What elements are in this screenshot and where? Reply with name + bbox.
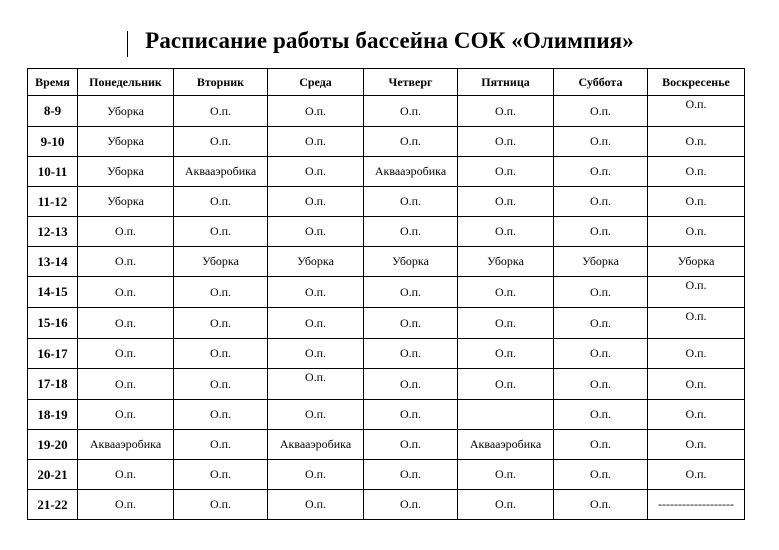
table-cell: О.п. (364, 96, 458, 127)
table-cell: О.п. (648, 157, 745, 187)
table-cell: О.п. (364, 308, 458, 339)
table-cell: О.п. (458, 127, 554, 157)
table-cell: О.п. (268, 217, 364, 247)
table-cell: Уборка (78, 187, 174, 217)
table-cell: О.п. (268, 460, 364, 490)
table-cell: О.п. (648, 187, 745, 217)
table-cell: О.п. (648, 217, 745, 247)
table-cell: О.п. (174, 277, 268, 308)
text-cursor (127, 31, 128, 57)
time-cell: 21-22 (28, 490, 78, 520)
time-cell: 9-10 (28, 127, 78, 157)
time-cell: 14-15 (28, 277, 78, 308)
table-cell (458, 400, 554, 430)
table-cell: О.п. (648, 127, 745, 157)
header-cell-tuesday: Вторник (174, 69, 268, 96)
table-cell: О.п. (554, 430, 648, 460)
table-cell: О.п. (174, 339, 268, 369)
table-cell: О.п. (78, 490, 174, 520)
table-cell: О.п. (554, 369, 648, 400)
table-cell: Уборка (364, 247, 458, 277)
table-cell: О.п. (268, 157, 364, 187)
table-cell: О.п. (458, 277, 554, 308)
time-cell: 17-18 (28, 369, 78, 400)
table-cell: О.п. (554, 277, 648, 308)
table-cell: О.п. (268, 308, 364, 339)
table-cell: О.п. (364, 187, 458, 217)
header-cell-wednesday: Среда (268, 69, 364, 96)
table-cell: Уборка (174, 247, 268, 277)
table-cell: О.п. (78, 400, 174, 430)
table-cell: О.п. (78, 369, 174, 400)
table-cell: О.п. (648, 339, 745, 369)
table-cell: О.п. (364, 217, 458, 247)
table-cell: Уборка (268, 247, 364, 277)
table-cell: О.п. (78, 247, 174, 277)
table-cell: О.п. (174, 400, 268, 430)
table-cell: О.п. (554, 96, 648, 127)
table-cell: О.п. (174, 369, 268, 400)
table-row (28, 157, 745, 187)
header-row (28, 69, 745, 96)
table-row (28, 490, 745, 520)
table-cell: О.п. (458, 217, 554, 247)
table-cell: О.п. (268, 339, 364, 369)
time-cell: 16-17 (28, 339, 78, 369)
table-cell: О.п. (648, 369, 745, 400)
table-cell: О.п. (554, 490, 648, 520)
table-cell: О.п. (458, 96, 554, 127)
table-row (28, 247, 745, 277)
table-row (28, 277, 745, 308)
table-cell: О.п. (458, 460, 554, 490)
table-cell: Уборка (648, 247, 745, 277)
table-cell: О.п. (268, 490, 364, 520)
time-cell: 12-13 (28, 217, 78, 247)
header-cell-sunday: Воскресенье (648, 69, 745, 96)
table-cell: О.п. (364, 460, 458, 490)
table-cell: Аквааэробика (268, 430, 364, 460)
table-cell: О.п. (554, 157, 648, 187)
table-cell: О.п. (554, 217, 648, 247)
header-cell-time: Время (28, 69, 78, 96)
table-cell: О.п. (648, 460, 745, 490)
header-cell-thursday: Четверг (364, 69, 458, 96)
time-cell: 15-16 (28, 308, 78, 339)
table-row (28, 400, 745, 430)
time-cell: 19-20 (28, 430, 78, 460)
table-row (28, 430, 745, 460)
table-cell: Аквааэробика (458, 430, 554, 460)
table-cell: О.п. (364, 127, 458, 157)
table-row (28, 369, 745, 400)
table-cell: О.п. (364, 430, 458, 460)
time-cell: 20-21 (28, 460, 78, 490)
table-cell: О.п. (174, 96, 268, 127)
table-cell: О.п. (268, 277, 364, 308)
table-cell: О.п. (554, 127, 648, 157)
table-cell: Аквааэробика (174, 157, 268, 187)
table-cell: О.п. (648, 430, 745, 460)
table-cell: О.п. (268, 187, 364, 217)
table-cell: О.п. (78, 460, 174, 490)
table-row (28, 187, 745, 217)
table-cell: О.п. (174, 187, 268, 217)
table-cell: Аквааэробика (364, 157, 458, 187)
table-cell: О.п. (554, 460, 648, 490)
table-cell: О.п. (458, 369, 554, 400)
table-cell: О.п. (268, 400, 364, 430)
header-cell-saturday: Суббота (554, 69, 648, 96)
table-cell: О.п. (174, 127, 268, 157)
table-cell: О.п. (458, 339, 554, 369)
table-cell: Уборка (78, 96, 174, 127)
table-cell: О.п. (174, 490, 268, 520)
table-cell: Уборка (554, 247, 648, 277)
table-cell: О.п. (648, 400, 745, 430)
table-cell: О.п. (268, 96, 364, 127)
table-row (28, 96, 745, 127)
table-cell: ------------------- (648, 490, 745, 520)
table-cell: Уборка (78, 127, 174, 157)
table-cell: О.п. (78, 308, 174, 339)
time-cell: 13-14 (28, 247, 78, 277)
table-cell: О.п. (648, 96, 745, 127)
table-cell: О.п. (648, 277, 745, 308)
page-title: Расписание работы бассейна СОК «Олимпия» (145, 28, 634, 53)
table-cell: О.п. (268, 127, 364, 157)
table-cell: О.п. (364, 400, 458, 430)
table-cell: О.п. (458, 490, 554, 520)
table-cell: О.п. (78, 217, 174, 247)
table-cell: О.п. (554, 339, 648, 369)
time-cell: 10-11 (28, 157, 78, 187)
table-cell: Аквааэробика (78, 430, 174, 460)
table-cell: О.п. (174, 217, 268, 247)
time-cell: 11-12 (28, 187, 78, 217)
table-cell: О.п. (364, 339, 458, 369)
table-row (28, 339, 745, 369)
header-cell-monday: Понедельник (78, 69, 174, 96)
table-row (28, 217, 745, 247)
table-cell: Уборка (78, 157, 174, 187)
time-cell: 18-19 (28, 400, 78, 430)
table-row (28, 127, 745, 157)
table-cell: О.п. (458, 157, 554, 187)
table-cell: О.п. (174, 430, 268, 460)
table-cell: Уборка (458, 247, 554, 277)
table-cell: О.п. (174, 308, 268, 339)
table-cell: О.п. (458, 308, 554, 339)
table-cell: О.п. (174, 460, 268, 490)
table-cell: О.п. (268, 369, 364, 400)
table-cell: О.п. (78, 277, 174, 308)
table-cell: О.п. (78, 339, 174, 369)
header-cell-friday: Пятница (458, 69, 554, 96)
table-row (28, 460, 745, 490)
table-cell: О.п. (458, 187, 554, 217)
table-cell: О.п. (554, 187, 648, 217)
schedule-table (27, 68, 745, 520)
time-cell: 8-9 (28, 96, 78, 127)
table-row (28, 308, 745, 339)
table-cell: О.п. (648, 308, 745, 339)
table-cell: О.п. (364, 490, 458, 520)
table-cell: О.п. (364, 369, 458, 400)
table-cell: О.п. (554, 400, 648, 430)
table-cell: О.п. (554, 308, 648, 339)
table-cell: О.п. (364, 277, 458, 308)
